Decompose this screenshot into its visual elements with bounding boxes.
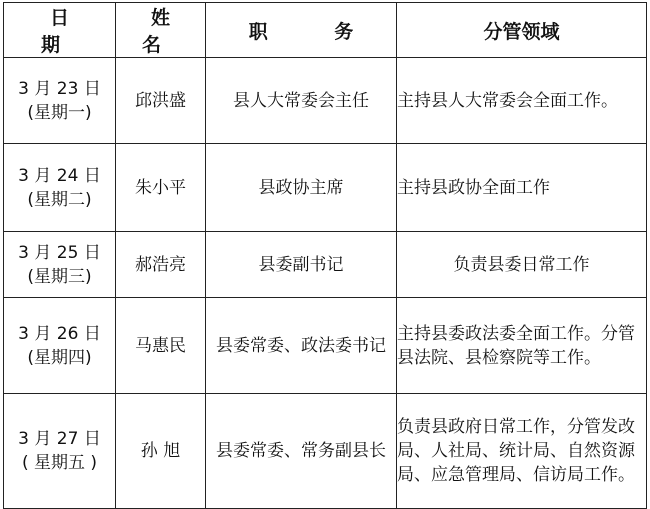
position-cell: 县委常委、政法委书记 <box>206 298 397 394</box>
name-cell: 朱小平 <box>116 144 206 232</box>
date-text: 3 月 23 日 <box>18 78 101 99</box>
position-cell: 县政协主席 <box>206 144 397 232</box>
table-row <box>4 58 647 144</box>
duty-cell: 主持县政协全面工作 <box>397 144 647 232</box>
table-row <box>4 232 647 298</box>
header-duty: 分管领域 <box>397 3 647 58</box>
date-text: 3 月 27 日 <box>18 429 101 449</box>
weekday-text: (星期二) <box>27 189 92 210</box>
duty-cell: 主持县委政法委全面工作。分管县法院、县检察院等工作。 <box>397 298 647 394</box>
header-date: 日 期 <box>4 3 116 58</box>
header-row <box>4 3 647 58</box>
weekday-text: (星期四) <box>27 347 92 368</box>
duty-cell: 负责县政府日常工作，分管发改局、人社局、统计局、自然资源局、应急管理局、信访局工作。 <box>397 394 647 509</box>
date-cell <box>4 298 116 394</box>
weekday-text: ( 星期五 ) <box>21 453 98 473</box>
table-row <box>4 298 647 394</box>
table-row <box>4 144 647 232</box>
duty-schedule-table <box>3 2 647 509</box>
table-row <box>4 394 647 509</box>
weekday-text: (星期一) <box>27 102 92 123</box>
date-text: 3 月 24 日 <box>18 165 101 186</box>
date-cell <box>4 394 116 509</box>
header-position: 职 务 <box>206 3 397 58</box>
header-name: 姓 名 <box>116 3 206 58</box>
date-cell <box>4 232 116 298</box>
name-cell: 郝浩亮 <box>116 232 206 298</box>
date-cell <box>4 58 116 144</box>
date-cell <box>4 144 116 232</box>
name-cell: 孙 旭 <box>116 394 206 509</box>
weekday-text: (星期三) <box>27 266 92 287</box>
name-cell: 马惠民 <box>116 298 206 394</box>
name-cell: 邱洪盛 <box>116 58 206 144</box>
duty-cell: 负责县委日常工作 <box>397 232 647 298</box>
date-text: 3 月 26 日 <box>18 323 101 344</box>
date-text: 3 月 25 日 <box>18 242 101 263</box>
duty-cell: 主持县人大常委会全面工作。 <box>397 58 647 144</box>
position-cell: 县委副书记 <box>206 232 397 298</box>
position-cell: 县委常委、常务副县长 <box>206 394 397 509</box>
position-cell: 县人大常委会主任 <box>206 58 397 144</box>
